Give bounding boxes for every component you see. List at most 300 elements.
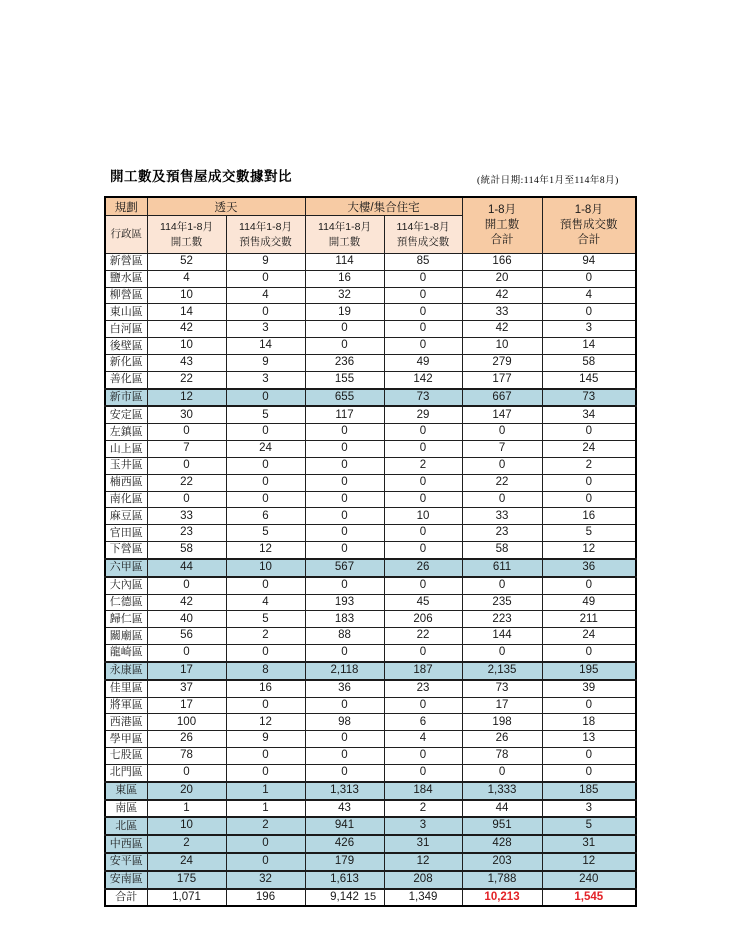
value-cell: 187 [384, 662, 462, 680]
value-cell: 611 [462, 559, 542, 577]
header-detached-presale-line1: 114年1-8月 [239, 220, 292, 233]
district-name-cell: 新化區 [105, 354, 147, 371]
value-cell: 0 [226, 645, 305, 662]
district-row [105, 321, 636, 338]
value-cell: 5 [226, 406, 305, 423]
value-cell: 12 [147, 389, 226, 407]
value-cell: 31 [542, 835, 636, 853]
header-district: 行政區 [105, 216, 147, 254]
value-cell: 235 [462, 594, 542, 611]
value-cell: 5 [542, 525, 636, 542]
district-name-cell: 安平區 [105, 853, 147, 871]
value-cell: 78 [462, 748, 542, 765]
header-total-starts-line2: 開工數 [484, 219, 520, 231]
district-name-cell: 大內區 [105, 577, 147, 594]
district-row [105, 441, 636, 458]
value-cell: 0 [305, 321, 384, 338]
district-name-cell: 仁德區 [105, 594, 147, 611]
value-cell: 5 [542, 817, 636, 835]
value-cell: 117 [305, 406, 384, 423]
value-cell: 1,071 [147, 889, 226, 907]
value-cell: 4 [147, 270, 226, 287]
value-cell: 36 [542, 559, 636, 577]
value-cell: 98 [305, 714, 384, 731]
district-name-cell: 安定區 [105, 406, 147, 423]
value-cell: 2 [542, 457, 636, 474]
district-name-cell: 下營區 [105, 542, 147, 559]
value-cell: 7 [147, 441, 226, 458]
district-name-cell: 佳里區 [105, 680, 147, 697]
value-cell: 22 [147, 371, 226, 388]
value-cell: 23 [147, 525, 226, 542]
value-cell: 0 [305, 577, 384, 594]
value-cell: 0 [384, 321, 462, 338]
district-row [105, 731, 636, 748]
district-row [105, 457, 636, 474]
value-cell: 5 [226, 611, 305, 628]
value-cell: 32 [305, 287, 384, 304]
district-name-cell: 後壁區 [105, 338, 147, 355]
value-cell: 3 [226, 371, 305, 388]
value-cell: 43 [147, 354, 226, 371]
header-building-presale-line1: 114年1-8月 [396, 220, 450, 233]
value-cell: 9 [226, 354, 305, 371]
value-cell: 166 [462, 254, 542, 271]
district-row [105, 577, 636, 594]
header-total-starts-line3: 合計 [490, 234, 514, 246]
value-cell: 198 [462, 714, 542, 731]
header-detached-starts [147, 216, 226, 254]
value-cell: 8 [226, 662, 305, 680]
value-cell: 0 [384, 542, 462, 559]
value-cell: 0 [384, 748, 462, 765]
value-cell: 0 [542, 304, 636, 321]
value-cell: 12 [542, 853, 636, 871]
value-cell: 2 [147, 835, 226, 853]
value-cell: 49 [542, 594, 636, 611]
district-row [105, 764, 636, 781]
value-cell: 4 [226, 594, 305, 611]
value-cell: 0 [226, 491, 305, 508]
value-cell: 279 [462, 354, 542, 371]
value-cell: 0 [542, 697, 636, 714]
district-row [105, 424, 636, 441]
value-cell: 42 [147, 594, 226, 611]
table-body [105, 254, 636, 907]
district-row [105, 714, 636, 731]
value-cell: 426 [305, 835, 384, 853]
value-cell: 24 [542, 628, 636, 645]
value-cell: 3 [542, 800, 636, 818]
district-name-cell: 麻豆區 [105, 508, 147, 525]
value-cell: 36 [305, 680, 384, 697]
value-cell: 100 [147, 714, 226, 731]
value-cell: 34 [542, 406, 636, 423]
value-cell: 951 [462, 817, 542, 835]
value-cell: 2 [226, 628, 305, 645]
district-name-cell: 永康區 [105, 662, 147, 680]
value-cell: 0 [226, 697, 305, 714]
value-cell: 0 [305, 525, 384, 542]
value-cell: 10 [147, 338, 226, 355]
value-cell: 0 [305, 491, 384, 508]
value-cell: 13 [542, 731, 636, 748]
value-cell: 10 [226, 559, 305, 577]
value-cell: 23 [384, 680, 462, 697]
value-cell: 73 [542, 389, 636, 407]
district-name-cell: 歸仁區 [105, 611, 147, 628]
value-cell: 58 [542, 354, 636, 371]
value-cell: 0 [542, 577, 636, 594]
header-building-presale-line2: 預售成交數 [396, 235, 450, 248]
value-cell: 42 [462, 321, 542, 338]
value-cell: 10 [384, 508, 462, 525]
district-name-cell: 官田區 [105, 525, 147, 542]
value-cell: 58 [462, 542, 542, 559]
district-row [105, 697, 636, 714]
value-cell: 0 [226, 424, 305, 441]
value-cell: 196 [226, 889, 305, 907]
district-row [105, 748, 636, 765]
district-row [105, 853, 636, 871]
district-row [105, 871, 636, 889]
value-cell: 10 [147, 817, 226, 835]
value-cell: 0 [542, 764, 636, 781]
header-total-starts-line1: 1-8月 [487, 204, 517, 216]
value-cell: 10 [147, 287, 226, 304]
value-cell: 18 [542, 714, 636, 731]
value-cell: 9 [226, 254, 305, 271]
value-cell: 94 [542, 254, 636, 271]
value-cell: 31 [384, 835, 462, 853]
value-cell: 0 [305, 731, 384, 748]
value-cell: 14 [542, 338, 636, 355]
district-row [105, 474, 636, 491]
value-cell: 32 [226, 871, 305, 889]
header-total-presale-line2: 預售成交數 [560, 219, 618, 231]
value-cell: 0 [384, 645, 462, 662]
value-cell: 0 [305, 697, 384, 714]
value-cell: 23 [462, 525, 542, 542]
district-row [105, 304, 636, 321]
value-cell: 0 [226, 270, 305, 287]
value-cell: 0 [305, 645, 384, 662]
value-cell: 49 [384, 354, 462, 371]
value-cell: 16 [226, 680, 305, 697]
value-cell: 428 [462, 835, 542, 853]
district-row [105, 371, 636, 388]
value-cell: 0 [462, 424, 542, 441]
district-row [105, 817, 636, 835]
page-title: 開工數及預售屋成交數據對比 [110, 169, 292, 184]
district-name-cell: 柳營區 [105, 287, 147, 304]
value-cell: 0 [384, 474, 462, 491]
value-cell: 12 [226, 542, 305, 559]
value-cell: 0 [147, 764, 226, 781]
value-cell: 0 [147, 577, 226, 594]
district-name-cell: 將軍區 [105, 697, 147, 714]
district-row [105, 542, 636, 559]
value-cell: 3 [542, 321, 636, 338]
header-plan: 規劃 [105, 197, 147, 216]
district-row [105, 389, 636, 407]
district-name-cell: 龍崎區 [105, 645, 147, 662]
value-cell: 211 [542, 611, 636, 628]
value-cell: 0 [384, 697, 462, 714]
value-cell: 6 [384, 714, 462, 731]
value-cell: 3 [384, 817, 462, 835]
value-cell: 0 [384, 525, 462, 542]
value-cell: 0 [384, 424, 462, 441]
district-name-cell: 六甲區 [105, 559, 147, 577]
district-name-cell: 新市區 [105, 389, 147, 407]
district-name-cell: 安南區 [105, 871, 147, 889]
header-building-presale [384, 216, 462, 254]
value-cell: 26 [462, 731, 542, 748]
value-cell: 85 [384, 254, 462, 271]
value-cell: 17 [462, 697, 542, 714]
district-name-cell: 東山區 [105, 304, 147, 321]
district-row [105, 287, 636, 304]
value-cell: 1,349 [384, 889, 462, 907]
district-row [105, 525, 636, 542]
value-cell: 0 [147, 645, 226, 662]
value-cell: 1 [226, 782, 305, 800]
value-cell: 52 [147, 254, 226, 271]
value-cell: 22 [384, 628, 462, 645]
header-detached-starts-line1: 114年1-8月 [160, 220, 213, 233]
value-cell: 0 [305, 508, 384, 525]
district-row [105, 662, 636, 680]
district-row [105, 680, 636, 697]
value-cell: 144 [462, 628, 542, 645]
value-cell: 147 [462, 406, 542, 423]
value-cell: 1 [226, 800, 305, 818]
value-cell: 17 [147, 662, 226, 680]
value-cell: 184 [384, 782, 462, 800]
district-name-cell: 山上區 [105, 441, 147, 458]
value-cell: 14 [226, 338, 305, 355]
value-cell: 20 [462, 270, 542, 287]
header-group-building: 大樓/集合住宅 [305, 197, 462, 216]
value-cell: 26 [147, 731, 226, 748]
value-cell: 0 [226, 304, 305, 321]
district-name-cell: 南區 [105, 800, 147, 818]
statistics-date-note: (統計日期:114年1月至114年8月) [477, 176, 619, 186]
value-cell: 44 [147, 559, 226, 577]
value-cell: 73 [384, 389, 462, 407]
value-cell: 12 [384, 853, 462, 871]
value-cell: 223 [462, 611, 542, 628]
value-cell: 240 [542, 871, 636, 889]
value-cell: 30 [147, 406, 226, 423]
value-cell: 39 [542, 680, 636, 697]
construction-presale-table [104, 196, 637, 907]
value-cell: 42 [147, 321, 226, 338]
district-row [105, 508, 636, 525]
value-cell: 655 [305, 389, 384, 407]
value-cell: 0 [384, 304, 462, 321]
header-row-groups [105, 197, 636, 216]
value-cell: 0 [384, 287, 462, 304]
district-name-cell: 新營區 [105, 254, 147, 271]
value-cell: 2,118 [305, 662, 384, 680]
district-row [105, 254, 636, 271]
header-total-starts [462, 197, 542, 254]
value-cell: 1,313 [305, 782, 384, 800]
value-cell: 203 [462, 853, 542, 871]
value-cell: 6 [226, 508, 305, 525]
value-cell: 0 [542, 270, 636, 287]
district-row [105, 491, 636, 508]
value-cell: 58 [147, 542, 226, 559]
value-cell: 185 [542, 782, 636, 800]
district-name-cell: 白河區 [105, 321, 147, 338]
value-cell: 236 [305, 354, 384, 371]
value-cell: 2 [384, 457, 462, 474]
header-total-presale-line1: 1-8月 [574, 204, 603, 216]
value-cell: 33 [462, 508, 542, 525]
value-cell: 0 [462, 457, 542, 474]
district-row [105, 782, 636, 800]
district-row [105, 645, 636, 662]
value-cell: 0 [226, 748, 305, 765]
value-cell: 0 [305, 764, 384, 781]
value-cell: 0 [305, 424, 384, 441]
value-cell: 9 [226, 731, 305, 748]
value-cell: 0 [226, 764, 305, 781]
district-row [105, 354, 636, 371]
district-name-cell: 七股區 [105, 748, 147, 765]
value-cell: 17 [147, 697, 226, 714]
district-name-cell: 學甲區 [105, 731, 147, 748]
value-cell: 12 [226, 714, 305, 731]
value-cell: 0 [384, 577, 462, 594]
value-cell: 142 [384, 371, 462, 388]
value-cell: 0 [305, 748, 384, 765]
district-row [105, 835, 636, 853]
value-cell: 0 [462, 645, 542, 662]
value-cell: 0 [542, 491, 636, 508]
value-cell: 42 [462, 287, 542, 304]
district-name-cell: 善化區 [105, 371, 147, 388]
value-cell: 10,213 [462, 889, 542, 907]
value-cell: 14 [147, 304, 226, 321]
value-cell: 24 [542, 441, 636, 458]
district-name-cell: 中西區 [105, 835, 147, 853]
value-cell: 73 [462, 680, 542, 697]
value-cell: 177 [462, 371, 542, 388]
district-row [105, 611, 636, 628]
value-cell: 43 [305, 800, 384, 818]
value-cell: 1,788 [462, 871, 542, 889]
value-cell: 5 [226, 525, 305, 542]
header-detached-presale-line2: 預售成交數 [239, 235, 292, 248]
value-cell: 20 [147, 782, 226, 800]
value-cell: 0 [542, 474, 636, 491]
district-row [105, 800, 636, 818]
value-cell: 9,142 [305, 889, 384, 907]
header-group-detached: 透天 [147, 197, 305, 216]
value-cell: 208 [384, 871, 462, 889]
value-cell: 78 [147, 748, 226, 765]
district-name-cell: 北區 [105, 817, 147, 835]
district-name-cell: 左鎮區 [105, 424, 147, 441]
value-cell: 0 [384, 764, 462, 781]
district-name-cell: 南化區 [105, 491, 147, 508]
value-cell: 24 [147, 853, 226, 871]
value-cell: 0 [147, 457, 226, 474]
district-row [105, 270, 636, 287]
value-cell: 12 [542, 542, 636, 559]
value-cell: 183 [305, 611, 384, 628]
value-cell: 155 [305, 371, 384, 388]
value-cell: 22 [147, 474, 226, 491]
value-cell: 45 [384, 594, 462, 611]
district-row [105, 628, 636, 645]
value-cell: 0 [226, 835, 305, 853]
value-cell: 19 [305, 304, 384, 321]
value-cell: 29 [384, 406, 462, 423]
value-cell: 0 [542, 645, 636, 662]
header-detached-starts-line2: 開工數 [170, 235, 203, 248]
value-cell: 0 [226, 853, 305, 871]
value-cell: 1,613 [305, 871, 384, 889]
district-row [105, 406, 636, 423]
value-cell: 0 [226, 389, 305, 407]
value-cell: 0 [542, 748, 636, 765]
value-cell: 114 [305, 254, 384, 271]
value-cell: 2 [226, 817, 305, 835]
value-cell: 567 [305, 559, 384, 577]
value-cell: 0 [226, 474, 305, 491]
value-cell: 16 [542, 508, 636, 525]
value-cell: 0 [147, 491, 226, 508]
value-cell: 0 [305, 441, 384, 458]
value-cell: 0 [462, 577, 542, 594]
value-cell: 16 [305, 270, 384, 287]
value-cell: 4 [384, 731, 462, 748]
district-name-cell: 北門區 [105, 764, 147, 781]
value-cell: 206 [384, 611, 462, 628]
district-name-cell: 楠西區 [105, 474, 147, 491]
value-cell: 179 [305, 853, 384, 871]
value-cell: 0 [384, 270, 462, 287]
value-cell: 0 [305, 474, 384, 491]
value-cell: 88 [305, 628, 384, 645]
header-total-presale [542, 197, 636, 254]
value-cell: 1,545 [542, 889, 636, 907]
header-total-presale-line3: 合計 [577, 234, 601, 246]
page-number: 15 [363, 891, 377, 903]
value-cell: 3 [226, 321, 305, 338]
value-cell: 33 [462, 304, 542, 321]
value-cell: 56 [147, 628, 226, 645]
value-cell: 0 [384, 338, 462, 355]
value-cell: 4 [226, 287, 305, 304]
value-cell: 0 [147, 424, 226, 441]
district-name-cell: 東區 [105, 782, 147, 800]
value-cell: 1 [147, 800, 226, 818]
table-header [105, 197, 636, 254]
value-cell: 2,135 [462, 662, 542, 680]
value-cell: 0 [384, 441, 462, 458]
value-cell: 193 [305, 594, 384, 611]
value-cell: 0 [462, 764, 542, 781]
value-cell: 7 [462, 441, 542, 458]
district-name-cell: 鹽水區 [105, 270, 147, 287]
district-row [105, 338, 636, 355]
